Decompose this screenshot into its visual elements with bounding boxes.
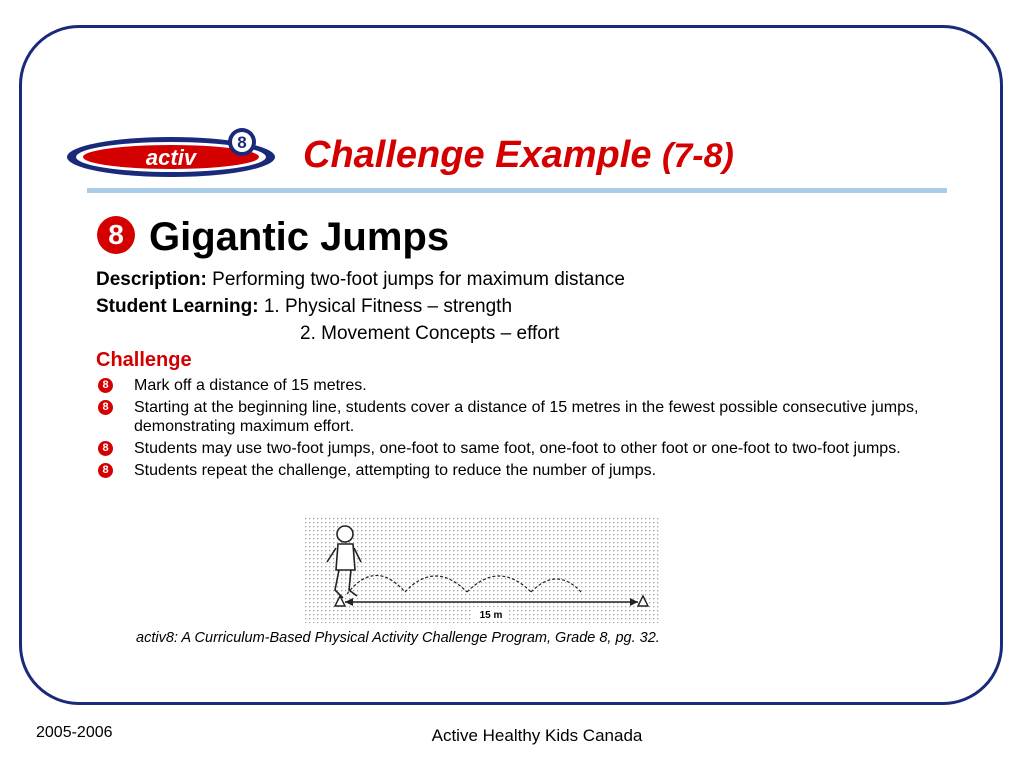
number-eight-icon: 8	[97, 216, 135, 254]
logo-badge: 8	[237, 133, 247, 152]
learning-label: Student Learning:	[96, 296, 259, 317]
description-line	[96, 268, 625, 292]
challenge-list	[96, 376, 946, 483]
footer-date: 2005-2006	[36, 724, 113, 741]
number-eight-icon: 8	[98, 463, 113, 478]
list-item: 8 Students may use two-foot jumps, one-foot to same foot, one-foot to other foot or one-foot to two-foot jumps.	[96, 439, 946, 458]
title-sub: (7-8)	[662, 137, 734, 175]
citation: activ8: A Curriculum-Based Physical Activity Challenge Program, Grade 8, pg. 32.	[136, 630, 660, 646]
challenge-heading: Challenge	[96, 349, 192, 371]
description-label: Description:	[96, 269, 207, 290]
activity-title: Gigantic Jumps	[149, 215, 450, 259]
slide-title	[303, 130, 734, 180]
learning-item-2: 2. Movement Concepts – effort	[300, 323, 560, 344]
distance-label: 15 m	[479, 610, 503, 621]
list-item: 8 Starting at the beginning line, students cover a distance of 15 metres in the fewest possible consecutive jumps, demonstrating maximum effort.	[96, 398, 946, 436]
number-eight-icon: 8	[98, 441, 113, 456]
footer-organization: Active Healthy Kids Canada	[431, 726, 643, 745]
jump-illustration	[305, 518, 660, 623]
title-divider	[87, 188, 947, 193]
activ8-logo	[66, 126, 284, 182]
description-text: Performing two-foot jumps for maximum distance	[212, 269, 626, 290]
learning-item-1: 1. Physical Fitness – strength	[263, 296, 513, 317]
number-eight-icon: 8	[98, 400, 113, 415]
logo-wordmark: activ	[145, 145, 197, 170]
activity-heading	[97, 212, 449, 262]
title-main: Challenge Example	[303, 134, 652, 176]
list-item: 8 Students repeat the challenge, attempting to reduce the number of jumps.	[96, 461, 946, 480]
learning-line	[96, 295, 512, 319]
number-eight-icon: 8	[98, 378, 113, 393]
list-item: 8 Mark off a distance of 15 metres.	[96, 376, 946, 395]
